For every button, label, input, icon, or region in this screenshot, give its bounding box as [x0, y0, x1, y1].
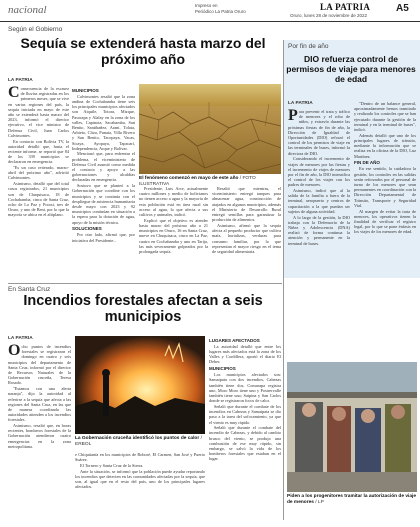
story2-photo — [287, 362, 417, 492]
story1-subhead: MUNICIPIOS — [72, 87, 99, 93]
story1-dropcap: C — [8, 86, 20, 101]
story2-column-2 — [354, 101, 416, 359]
story3-byline: LA PATRIA — [8, 336, 33, 341]
masthead — [0, 0, 420, 22]
story1-column-2 — [72, 86, 135, 281]
story3-column-1 — [8, 344, 71, 524]
story1-paragraph: En contacto con Bolivia TV, la autoridad detalló que, hasta el reciente informe, se reportó que 84 de los 339 municipios se declararon en emergencia. — [8, 138, 69, 165]
story2-byline: LA PATRIA — [288, 101, 313, 106]
story3-paragraph: "Estamos con una alerta naranja", dijo la autoridad al referirse a la sequía que afecta a las regiones del Santa Cruz, en las que de manera coordinada las autoridades atienden a los incendios forestales. — [8, 386, 71, 423]
story3-paragraph: Asimismo, resaltó que, en horas recientes, bomberos forestales de la Gobernación atendieron cuatro emergencias en la zona metropolitana. — [8, 423, 71, 449]
newspaper-logo: LA PATRIA — [320, 2, 371, 12]
story1-paragraph: Asimismo, detalló que del total casos registrados, 21 municipios son de Chuquisaca, 18 de Cochabamba, cinco de Santa Cruz, ocho de La Paz y Potosí, tres de Oruro, y uno de Beni, por lo que la mayoría se ubica en el altiplano. — [8, 181, 69, 218]
story2-kicker: Por fin de año — [288, 43, 329, 50]
story2-caption-credit: / LP — [315, 499, 324, 505]
story3-caption-credit: / ERBOL — [75, 436, 202, 447]
story3-paragraph: Ante la situación, se informó que la población puede ayudar reportando los incendios que detecten en las comunidades afectadas por la sequía, que son, al igual que en el resto del país, uno de los principales lugares afectados. — [75, 468, 205, 490]
story1-paragraph: Calvimontes resaltó que la zona andina de Cochabamba tiene seis los principales municipios afectados son Aiquile, Totora, Mizque, Pasorapa y Alalay en la zona de los valles, Capinota, Sacabamba, San Benito, Santibañez, Arani, Tolata, Arbieto, Cliza, Punata, Villa Rivero y San Benito, Tacopaya, Vacas, Sicaya, Ayopaya, Tapacarí, Independencia, Arque y Bolívar. — [72, 93, 135, 151]
story2-headline: DIO refuerza control de permisos de viaje para menores de edad — [286, 54, 416, 84]
story2-paragraph: Asimismo, indicó que al la salida de la familia a fuera de la terminal, aeropuerto y centros de capacitación a la que puedan ser sujetos de alguna actividad. — [288, 188, 350, 214]
dry-cracked-earth-image — [139, 84, 281, 174]
story3-photo — [75, 336, 205, 434]
story1-subhead-2: SOLUCIONES — [72, 226, 102, 232]
publisher-line-2: Periódico La Patria Oruro — [195, 9, 246, 14]
story3-kicker: En Santa Cruz — [8, 286, 51, 293]
story3-photo-caption — [75, 436, 205, 447]
section-name: nacional — [8, 4, 47, 16]
story1-paragraph: Mencionó que, para enfrentar el problema, el viceministerio de Defensa Civil asumió como medida el contacto y apoyo a las gobernaciones y alcaldías declaradas en emergencia. — [72, 151, 135, 183]
story2-caption-bold: Piden a los progenitores tramitar la autorización de viaje de menores — [287, 494, 417, 505]
column-divider — [283, 40, 284, 520]
story3-paragraph: El Tornero y Santa Cruz de la Sierra. — [80, 462, 144, 468]
publisher-info — [195, 3, 246, 15]
story2-subhead: FIN DE AÑO — [354, 160, 380, 166]
story2-paragraph: Al margen de evitar la trata de menores, los operativos tienen la finalidad de verificar el registro legal, por lo que se pone énfasis en los viajes de los menores de edad. — [354, 208, 416, 235]
story2-paragraph: Además detalló que uno de los principales lugares de tránsito, mediante la información que se realiza en la oficina de la DIO, Luz Martínez. — [354, 132, 416, 159]
story2-paragraph: "Dentro de un balance general, aproximadamente hemos tramitado y realizado los controles que se han ejecutado durante la gestión de la terminal y en la terminal de buses", indicó. — [354, 101, 416, 133]
story2-column-1 — [288, 109, 350, 359]
story3-dropcap: O — [8, 344, 21, 359]
story1-headline: Sequía se extenderá hasta marzo del próximo año — [20, 35, 266, 67]
story1-paragraph: Explicó que el objetivo es atender hasta marzo del próximo año a 21 municipios en Oruro, 16 en Santa Cruz, nueve en Chuquisaca, cinco en La Paz, cuatro en Cochabamba y uno en Tarija, las más severamente golpeados por la prolongada sequía. — [139, 217, 208, 254]
story3-column-4 — [209, 336, 281, 524]
story1-paragraph: Resaltó que mientras, el viceministerio entregó tanques para almacenar agua, construcción de atajados en algunos municipios, además el Ministerio de Desarrollo Rural entregó semillas para garantizar la producción de alimentos. — [212, 186, 281, 223]
story2-paragraph: Considerando el incremento de viajes de menores por las fiestas y el incremento de viajes de menores por el fin de año, la DIO intensifica el control de los viajes con los padres de menores. — [288, 156, 350, 188]
story2-paragraph: A lo largo de la gestión, la DIO trabaja con la Defensoría de la Niñez y Adolescencia (DNA) realizó de forma continua la atención y permanente en la terminal de buses. — [288, 214, 350, 246]
bus-terminal-image — [287, 362, 417, 492]
story3-subhead: LUGARES AFECTADOS — [209, 337, 260, 343]
section-divider — [8, 283, 282, 284]
story1-byline: LA PATRIA — [8, 78, 33, 83]
story3-paragraph: Señaló que durante el combate del incendio de Cabezas, y debido al cambio brusco del viento, se produjo una combustión de ese muy rápido, sin embargo, se salvó la vida de los bomberos forestales que estaban en el lugar. — [209, 425, 281, 462]
story2-paragraph: En ese sentido, la cuidadora la gestión, los controles en las salidas serán reforzados por el personal de turno de los menores que sean permanentes en coordinación con la Dirección Departamental de Tránsito, Transporte y Seguridad Vial. — [354, 166, 416, 208]
story3-caption-bold: La Gobernación cruceña identificó los puntos de calor — [75, 436, 200, 441]
forest-fire-image — [75, 336, 205, 434]
story3-paragraph: La autoridad detalló que entre los lugares más afectados está la zona de los Valles y Cordillera, aportó el diario El Deber. — [209, 343, 281, 365]
publisher-line-1: Impreso en — [195, 3, 218, 8]
story3-paragraph: Señaló que durante el combate de los incendios en Cabezas y Samaipata se dio paso a la tarea del sofocamiento, ya que el viento es muy rápido. — [209, 403, 281, 425]
story2-paragraph: ara prevenir el trata y tráfico de menores y el robo de niños, y extravío durante las próximas fiestas de fin de año, la Dirección de Igualdad de Oportunidades (DIO) reforzó el control de los permisos de viaje en las terminales de buses, informó la directora de DIO. — [288, 109, 350, 156]
story3-paragraph: e Chiquitanía en los municipios de Roboré, El Carmen, San José y Puerto Suárez. — [75, 452, 205, 463]
story3-subhead-2: MUNICIPIOS — [209, 366, 236, 372]
story1-paragraph: Presidente, Luis Arce, actualmente cuatro millones y medio de bolivianos no tienen acceso a agua y la mayoría de esta población está en área rural sin acceso al agua, lo que afecta a sus cultivos y animales, indicó. — [139, 186, 208, 218]
story1-caption-credit: / FOTO ILUSTRATIVA — [139, 176, 256, 187]
story3-paragraph: cho puntos de incendios forestales se registraron el domingo en cuatro y seis municipios del departamento de Santa Cruz, informó por el director de Recursos Naturales de la Gobernación cruceña, Teresa Rosado. — [8, 344, 71, 386]
story2-dropcap: P — [288, 109, 298, 124]
story1-kicker: Según el Gobierno — [8, 26, 63, 33]
story1-column-1 — [8, 86, 69, 281]
story3-paragraph: Los municipios afectados son: Samaipata con dos incendios, Cabezas también tiene dos, Comarapa registra uno, Moro Moro tiene uno y Postrervalle también tiene uno; Saipina y San Carlos donde se registraron focos de calor. — [209, 372, 281, 404]
story3-column-3 — [75, 452, 205, 524]
story3-headline: Incendios forestales afectan a seis municipios — [23, 293, 263, 325]
story1-photo — [139, 84, 281, 174]
story1-caption-bold: El fenómeno comenzó en mayo de este año — [139, 176, 239, 181]
story1-column-4 — [212, 186, 281, 282]
story1-column-3 — [139, 186, 208, 282]
story1-paragraph: Asimismo, afirmó que la sequía afecta al pequeño productor que cultiva maíz, hortalizas, verduras para consumo familiar, por lo que representan el mayor riesgo en el tema de seguridad alimentaria. — [212, 222, 281, 254]
story1-paragraph: Sostuvo que se planteó a la Gobernación que coordine con los municipios y se continúa con el despliegue de asistencia humanitaria desde mayo con 2023 y 92 municipios continúan en situación a la espera para la dotación de agua, apoyo de la misión técnica. — [72, 183, 135, 225]
issue-date: Oruro, lunes 28 de noviembre de 2022 — [290, 13, 368, 18]
story1-paragraph: onsecuencia de la escasez de lluvias registradas en los primeros meses, que se vive en varias regiones del país, la sequía iniciada en mayo de este año se extenderá hasta marzo del 2023, informó el director ejecutivo, el vice ministro de Defensa Civil, Juan Carlos Calvimontes. — [8, 86, 69, 138]
page-number: A5 — [396, 3, 409, 14]
story1-paragraph: "Es un caso reiterado, marzo-abril del próximo año", advirtió Calvimontes. — [8, 165, 69, 181]
story1-paragraph: Por otro lado, afirmó que, por iniciativa del Presidente... — [72, 232, 135, 243]
story2-photo-caption — [287, 494, 417, 505]
